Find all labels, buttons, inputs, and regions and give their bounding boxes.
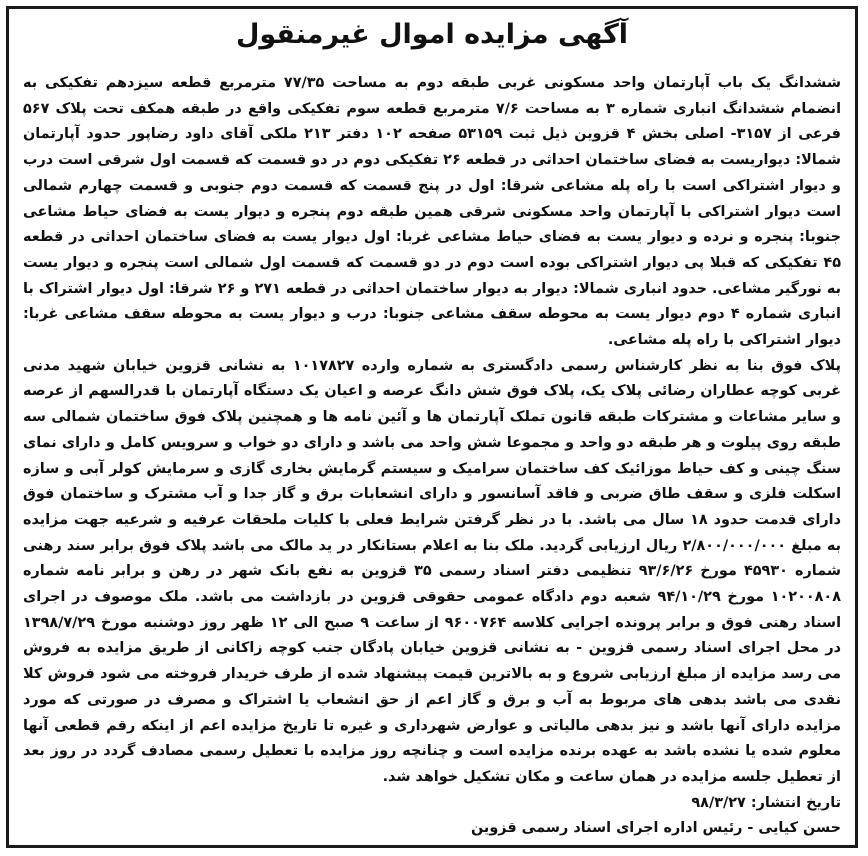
- notice-body: [23, 71, 841, 791]
- notice-frame: [6, 6, 858, 848]
- signature-line: حسن کیایی - رئیس اداره اجرای اسناد رسمی قزوین: [470, 820, 841, 837]
- auction-terms-paragraph: پلاک فوق بنا به نظر کارشناس رسمی دادگستری به شماره وارده ۱۰۱۷۸۲۷ به نشانی قزوین خیابان شهید مدنی غربی کوچه عطاران رضائی پلاک یک، پلاک فوق شش دانگ عرصه و اعیان یک دستگاه آپارتمان با قدرالسهم از عرصه و سایر مشاعات و مشترکات طبقه قانون تملک آپارتمان ها و آئین نامه ها و همچنین پلاک فوق ساختمان شمالی سه طبقه روی پیلوت و هر طبقه دو واحد و مجموعا شش واحد می باشد و دارای دو خواب و سرویس کامل و دارای نمای سنگ چینی و کف حیاط موزائیک کف ساختمان سرامیک و سیستم گرمایش بخاری گازی و سرمایش کولر آبی و سازه اسکلت فلزی و سقف طاق ضربی و فاقد آسانسور و دارای انشعابات برق و گاز جدا و آب مشترک و ساختمان فوق دارای قدمت حدود ۱۸ سال می باشد. با در نظر گرفتن شرایط فعلی با کلیات ملحقات عرفیه و شرعیه جهت مزایده به مبلغ ۲/۸۰۰/۰۰۰/۰۰۰ ریال ارزیابی گردید. ملک بنا به اعلام بستانکار در ید مالک می باشد پلاک فوق برابر سند رهنی شماره ۴۵۹۳۰ مورخ ۹۳/۶/۲۶ تنظیمی دفتر اسناد رسمی ۳۵ قزوین به نفع بانک شهر در رهن و برابر نامه شماره ۱۰۲۰۰۸۰۸ مورخ ۹۴/۱۰/۲۹ شعبه دوم دادگاه عمومی حقوقی قزوین در بازداشت می باشد. ملک موصوف در اجرای اسناد رهنی فوق و برابر پرونده اجرایی کلاسه ۹۶۰۰۷۶۴ از ساعت ۹ صبح الی ۱۲ ظهر روز دوشنبه مورخ ۱۳۹۸/۷/۲۹ در محل اجرای اسناد رسمی قزوین - به نشانی قزوین خیابان پادگان جنب کوچه زاکانی از طریق مزایده به فروش می رسد مزایده از مبلغ ارزیابی شروع و به بالاترین قیمت پیشنهاد شده از طرف خریدار فروخته می شود فروش کلا نقدی می باشد بدهی های مربوط به آب و برق و گاز اعم از حق انشعاب یا اشتراک و مصرف در صورتی که مورد مزایده دارای آنها باشد و نیز بدهی مالیاتی و عوارض شهرداری و غیره تا تاریخ مزایده اعم از اینکه رقم قطعی آنها معلوم شده یا نشده باشد به عهده برنده مزایده است و چنانچه روز مزایده با تعطیل رسمی مصادف گردد در روز بعد از تعطیل جلسه مزایده در همان ساعت و مکان تشکیل خواهد شد.: [23, 357, 842, 785]
- notice-title: آگهی مزایده اموال غیرمنقول: [235, 19, 629, 50]
- property-description-paragraph: ششدانگ یک باب آپارتمان واحد مسکونی غربی طبقه دوم به مساحت ۷۷/۳۵ مترمربع قطعه سیزدهم تفکیکی به انضمام ششدانگ انباری شماره ۳ به مساحت ۷/۶ مترمربع قطعه سوم تفکیکی واقع در طبقه همکف تحت پلاک ۵۶۷ فرعی از ۳۱۵۷- اصلی بخش ۴ قزوین ذیل ثبت ۵۳۱۵۹ صفحه ۱۰۲ دفتر ۲۱۳ ملکی آقای داود رضاپور حدود آپارتمان شمالا: دیواریست به فضای ساختمان احداثی در قطعه ۲۶ تفکیکی دوم در دو قسمت که قسمت اول شرقی است درب و دیوار اشتراکی است با راه پله مشاعی شرقا: اول در پنج قسمت که قسمت دوم جنوبی و قسمت چهارم شمالی است دیوار اشتراکی با آپارتمان واحد مسکونی شرقی همین طبقه دوم پنجره و دیوار یست به فضای حیاط مشاعی جنوبا: پنجره و نرده و دیوار یست به فضای حیاط مشاعی غربا: اول دیوار یست به فضای ساختمان احداثی در قطعه ۴۵ تفکیکی که قبلا پی دیوار اشتراکی بوده است دوم در دو قسمت که قسمت اول شمالی است پنجره و دیوار یست به نورگیر مشاعی. حدود انباری شمالا: دیوار به دیوار ساختمان احداثی در قطعه ۲۷۱ و ۲۶ شرقا: اول دیوار اشتراک با انباری شماره ۴ دوم دیوار یست به محوطه سقف مشاعی جنوبا: درب و دیوار یست به محوطه سقف مشاعی غربا: دیوار اشتراکی با راه پله مشاعی.: [23, 75, 842, 349]
- publish-date: تاریخ انتشار: ۹۸/۳/۲۷: [691, 794, 841, 811]
